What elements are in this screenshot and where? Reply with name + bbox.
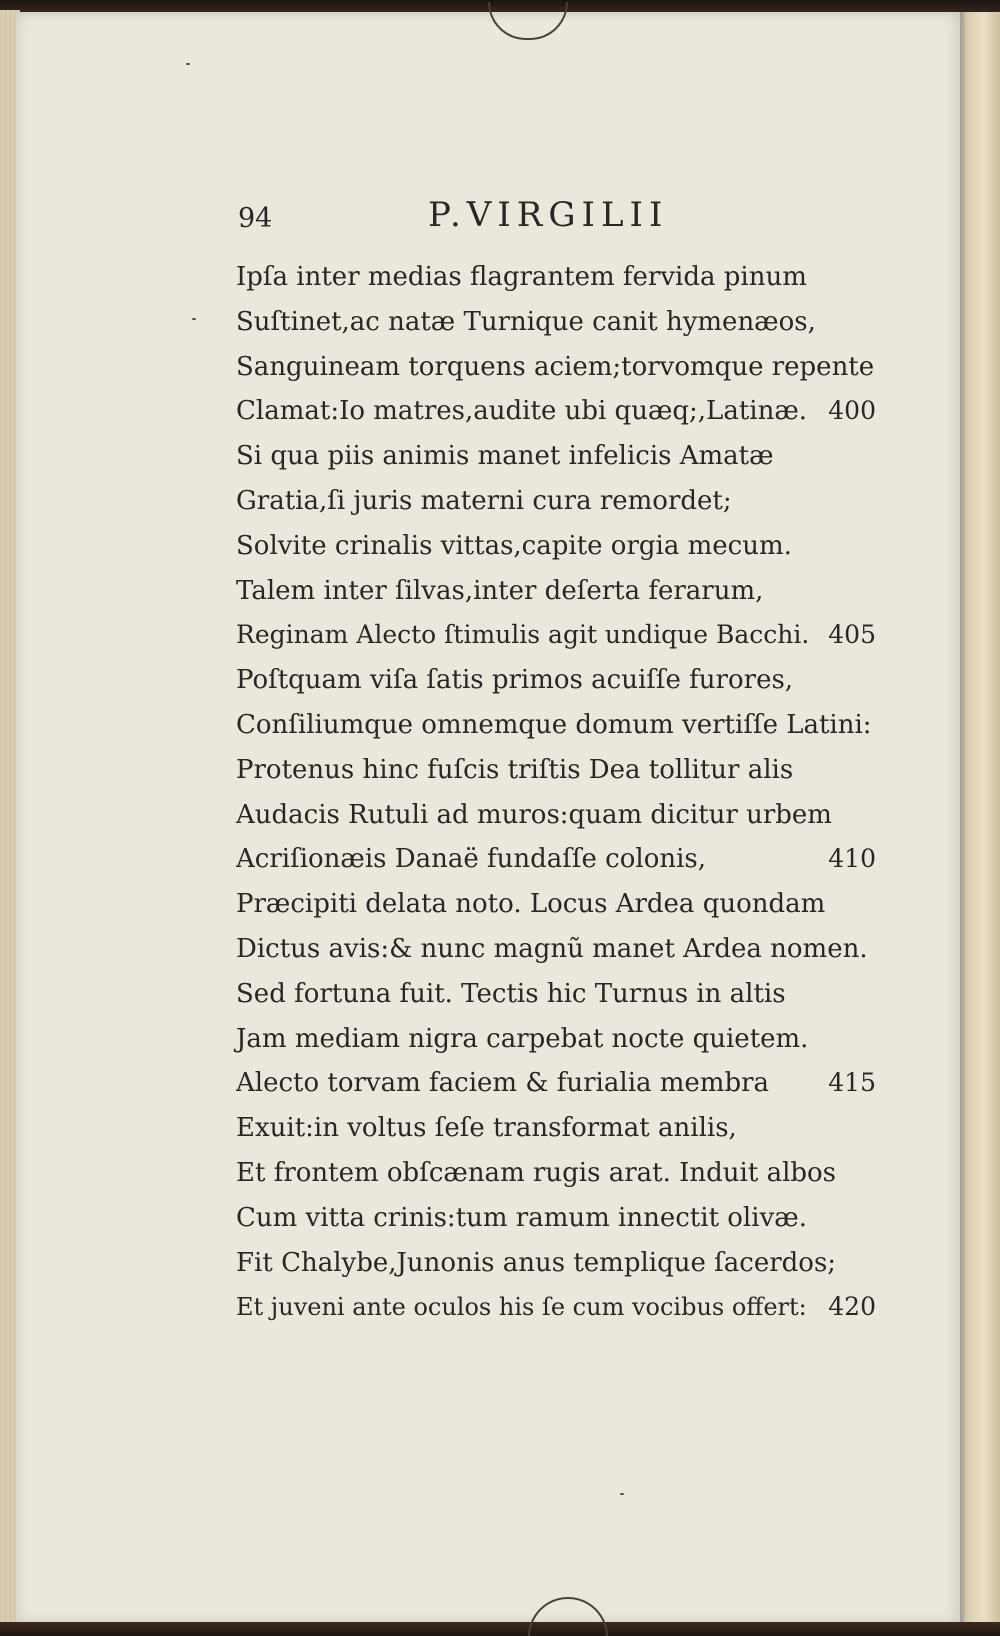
verse-text: Clamat:Io matres,audite ubi quæq;,Latinæ. — [236, 396, 808, 427]
verse-line — [236, 479, 876, 524]
verse-text: Protenus hinc fuſcis triſtis Dea tollitur alis — [236, 754, 794, 785]
page-header — [0, 195, 1000, 245]
verse-block — [236, 255, 876, 1330]
verse-text: Si qua piis animis manet infelicis Amatæ — [236, 441, 774, 472]
verse-text: Reginam Alecto ſtimulis agit undique Bacchi. — [236, 620, 810, 650]
verse-line — [236, 1241, 876, 1286]
verse-line — [236, 434, 876, 479]
verse-line — [236, 300, 876, 345]
verse-line — [236, 927, 876, 972]
binding-bottom-band — [0, 1622, 1000, 1636]
verse-line — [236, 837, 876, 882]
line-number: 405 — [828, 620, 876, 650]
running-title: P.VIRGILII — [428, 195, 669, 235]
verse-text: Jam mediam nigra carpebat nocte quietem. — [236, 1023, 809, 1054]
line-number: 410 — [828, 844, 876, 874]
verse-text: Præcipiti delata noto. Locus Ardea quondam — [236, 889, 826, 920]
page-number: 94 — [238, 203, 273, 234]
line-number: 415 — [828, 1068, 876, 1098]
verse-line — [236, 1061, 876, 1106]
verse-text: Conſiliumque omnemque domum vertiſſe Latini: — [236, 709, 872, 740]
verse-text: Exuit:in voltus ſeſe transformat anilis, — [236, 1113, 737, 1144]
verse-line — [236, 613, 876, 658]
verse-line — [236, 255, 876, 300]
verse-text: Sed fortuna fuit. Tectis hic Turnus in altis — [236, 978, 786, 1009]
verse-line — [236, 524, 876, 569]
verse-text: Audacis Rutuli ad muros:quam dicitur urbem — [236, 799, 832, 830]
gutter-shadow — [960, 12, 966, 1624]
line-number: 420 — [828, 1292, 876, 1322]
verse-line — [236, 1106, 876, 1151]
verse-text: Talem inter ſilvas,inter deſerta ferarum, — [236, 575, 764, 606]
verse-text: Suſtinet,ac natæ Turnique canit hymenæos, — [236, 306, 816, 337]
verse-line — [236, 793, 876, 838]
verse-line — [236, 569, 876, 614]
line-number: 400 — [828, 396, 876, 426]
verse-line — [236, 389, 876, 434]
verse-line — [236, 1196, 876, 1241]
verse-line — [236, 1017, 876, 1062]
verse-line — [236, 703, 876, 748]
verse-text: Poſtquam viſa ſatis primos acuiſſe furores, — [236, 665, 794, 696]
verse-line — [236, 1285, 876, 1330]
verse-line — [236, 972, 876, 1017]
verse-text: Et juveni ante oculos his ſe cum vocibus offert: — [236, 1293, 807, 1322]
verse-line — [236, 1151, 876, 1196]
verse-text: Ipſa inter medias flagrantem fervida pinum — [236, 262, 807, 292]
verse-text: Acriſionæis Danaë fundaſſe colonis, — [236, 844, 707, 875]
verse-text: Alecto torvam faciem & furialia membra — [236, 1068, 770, 1099]
page-edges-right — [962, 12, 1000, 1624]
verse-line — [236, 658, 876, 703]
verse-text: Solvite crinalis vittas,capite orgia mecum. — [236, 530, 792, 561]
paper-speck — [186, 63, 190, 65]
verse-text: Dictus avis:& nunc magnũ manet Ardea nomen. — [236, 933, 868, 964]
verse-line — [236, 882, 876, 927]
verse-text: Et frontem obſcænam rugis arat. Induit albos — [236, 1157, 837, 1188]
verse-text: Sanguineam torquens aciem;torvomque repente — [236, 351, 875, 382]
paper-speck — [620, 1493, 624, 1495]
verse-line — [236, 748, 876, 793]
paper-speck — [192, 318, 196, 320]
verse-text: Gratia,ſi juris materni cura remordet; — [236, 485, 732, 516]
verse-text: Fit Chalybe,Junonis anus templique ſacerdos; — [236, 1247, 837, 1278]
verse-text: Cum vitta crinis:tum ramum innectit olivæ. — [236, 1202, 807, 1233]
verse-line — [236, 345, 876, 390]
